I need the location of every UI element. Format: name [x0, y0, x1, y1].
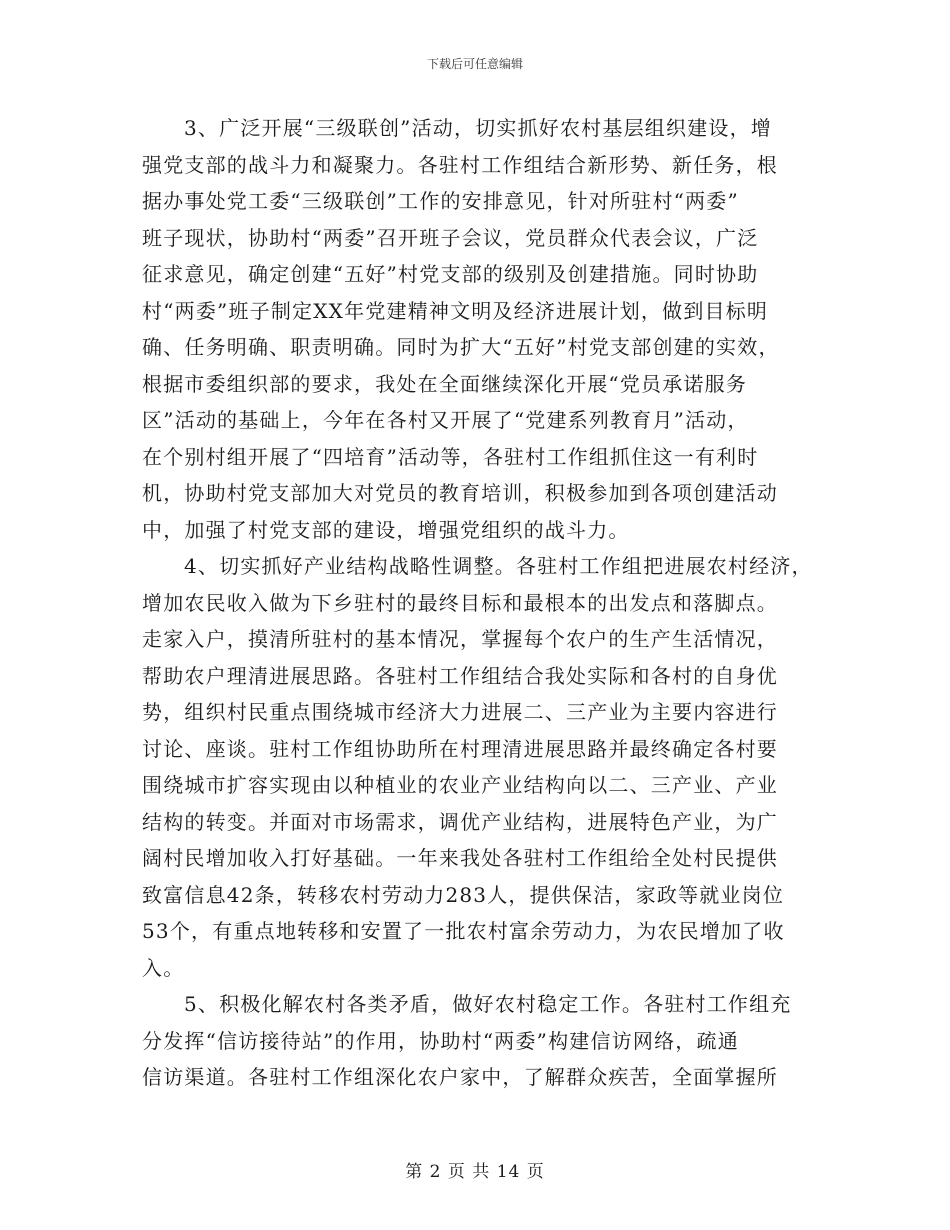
paragraph-line: 村“两委”班子制定XX年党建精神文明及经济进展计划，做到目标明 [142, 298, 769, 323]
paragraph-line: 走家入户，摸清所驻村的基本情况，掌握每个农户的生产生活情况， [142, 627, 778, 651]
paragraph-line: 信访渠道。各驻村工作组深化农户家中，了解群众疾苦，全面掌握所 [142, 1065, 778, 1089]
paragraph-line: 结构的转变。并面对市场需求，调优产业结构，进展特色产业，为广 [142, 809, 778, 834]
paragraph-line: 在个别村组开展了“四培育”活动等，各驻村工作组抓住这一有利时 [142, 444, 759, 469]
paragraph-line: 增加农民收入做为下乡驻村的最终目标和最根本的出发点和落脚点。 [142, 590, 778, 615]
paragraph-line: 讨论、座谈。驻村工作组协助所在村理清进展思路并最终确定各村要 [142, 736, 778, 761]
paragraph-line: 4、切实抓好产业结构战略性调整。各驻村工作组把进展农村经济， [184, 554, 813, 578]
paragraph-line: 据办事处党工委“三级联创”工作的安排意见，针对所驻村“两委” [142, 189, 739, 213]
page-number-footer: 第 2 页 共 14 页 [405, 1162, 545, 1182]
paragraph-line: 中，加强了村党支部的建设，增强党组织的战斗力。 [142, 517, 630, 542]
paragraph-line: 征求意见，确定创建“五好”村党支部的级别及创建措施。同时协助 [142, 262, 759, 286]
paragraph-line: 阔村民增加收入打好基础。一年来我处各驻村工作组给全处村民提供 [142, 846, 778, 870]
paragraph-line: 确、任务明确、职责明确。同时为扩大“五好”村党支部创建的实效， [142, 335, 780, 359]
paragraph-line: 区”活动的基础上，今年在各村又开展了“党建系列教育月”活动， [142, 408, 749, 432]
paragraph-line: 入。 [142, 955, 185, 980]
paragraph-line: 帮助农户理清进展思路。各驻村工作组结合我处实际和各村的自身优 [142, 663, 778, 688]
paragraph-line: 分发挥“信访接待站”的作用，协助村“两委”构建信访网络，疏通 [142, 1028, 739, 1053]
paragraph-line: 势，组织村民重点围绕城市经济大力进展二、三产业为主要内容进行 [142, 700, 778, 724]
document-body [142, 110, 822, 1096]
paragraph-line: 3、广泛开展“三级联创”活动，切实抓好农村基层组织建设，增 [184, 116, 772, 140]
paragraph-line: 根据市委组织部的要求，我处在全面继续深化开展“党员承诺服务 [142, 371, 748, 396]
paragraph-line: 围绕城市扩容实现由以种植业的农业产业结构向以二、三产业、产业 [142, 773, 778, 797]
page-header: 下载后可任意编辑 [426, 57, 523, 71]
paragraph-line: 强党支部的战斗力和凝聚力。各驻村工作组结合新形势、新任务，根 [142, 152, 778, 177]
paragraph-line: 致富信息42条，转移农村劳动力283人，提供保洁，家政等就业岗位 [142, 882, 785, 907]
paragraph-line: 5、积极化解农村各类矛盾，做好农村稳定工作。各驻村工作组充 [184, 992, 792, 1016]
paragraph-line: 班子现状，协助村“两委”召开班子会议，党员群众代表会议，广泛 [142, 225, 759, 250]
paragraph-line: 53个，有重点地转移和安置了一批农村富余劳动力，为农民增加了收 [142, 919, 785, 943]
paragraph-line: 机，协助村党支部加大对党员的教育培训，积极参加到各项创建活动 [142, 481, 778, 505]
